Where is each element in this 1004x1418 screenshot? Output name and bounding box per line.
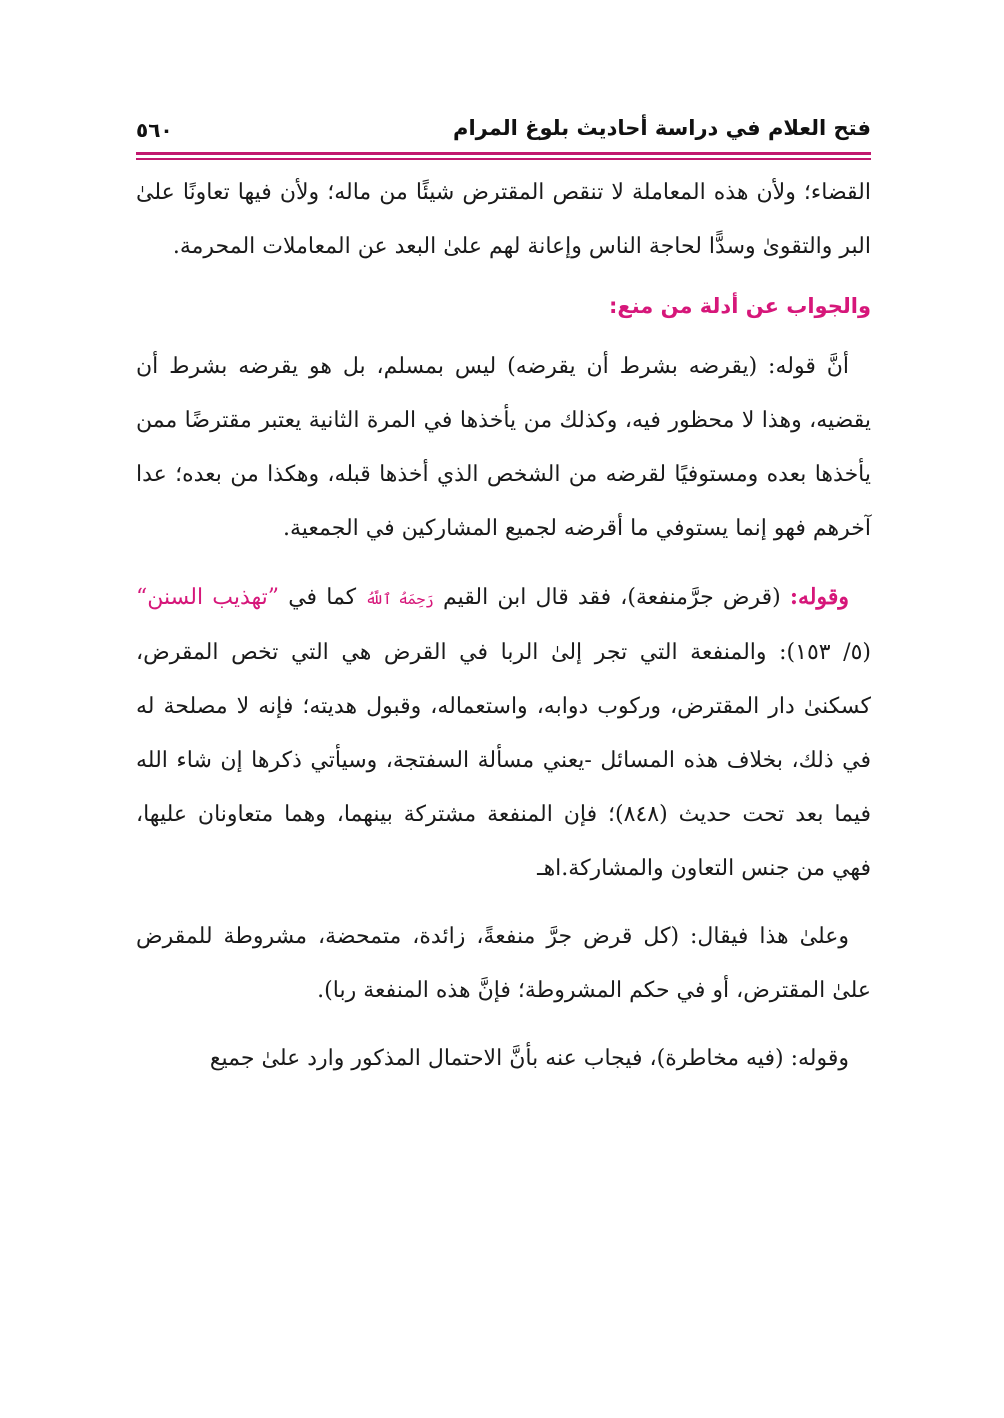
section-heading: والجواب عن أدلة من منع: [608,294,871,318]
paragraph-3-part-b: كما في [279,585,366,610]
header-rule-thin [136,158,871,160]
paragraph-3-part-a: (قرض جرَّمنفعة)، فقد قال ابن القيم [433,585,790,610]
paragraph-4-text: وعلىٰ هذا فيقال: (كل قرض جرَّ منفعةً، زائدة، متمحضة، مشروطة للمقرض علىٰ المقترض، أو في حكم المشروطة؛ فإنَّ هذه المنفعة ربا). [136,924,871,1003]
book-reference: ”تهذيب السنن“ [136,585,280,610]
paragraph-2 [136,340,871,556]
header-rule-thick [136,152,871,155]
paragraph-1: القضاء؛ ولأن هذه المعاملة لا تنقص المقترض شيئًا من ماله؛ ولأن فيها تعاونًا علىٰ البر والتقوىٰ وسدًّا لحاجة الناس وإعانة لهم علىٰ البعد عن المعاملات المحرمة. [136,180,871,259]
paragraph-3-part-c: (٥/ ١٥٣): والمنفعة التي تجر إلىٰ الربا في القرض هي التي تخص المقرض، كسكنىٰ دار المقترض، وركوب دوابه، واستعماله، وقبول هديته؛ فإنه لا مصلحة له في ذلك، بخلاف هذه المسائل -يعني مسألة السفتجة، وسيأتي ذكرها إن شاء الله فيما بعد تحت حديث (٨٤٨)؛ فإن المنفعة مشتركة بينهما، وهما متعاونان عليها، فهي من جنس التعاون والمشاركة.اهـ [136,640,872,881]
paragraph-3 [136,570,871,896]
honorific-glyph: رَحِمَهُ ٱللَّهُ [365,590,434,608]
paragraph-4 [136,910,871,1018]
paragraph-5 [136,1032,871,1086]
page-header [136,112,871,152]
book-title: فتح العلام في دراسة أحاديث بلوغ المرام [453,116,871,140]
paragraph-5-text: وقوله: (فيه مخاطرة)، فيجاب عنه بأنَّ الاحتمال المذكور وارد علىٰ جميع [209,1046,849,1071]
paragraph-3-lead: وقوله: [789,584,849,610]
page-number: ٥٦٠ [136,118,173,142]
page-body [136,166,871,1086]
paragraph-2-text: أنَّ قوله: (يقرضه بشرط أن يقرضه) ليس بمسلم، بل هو يقرضه بشرط أن يقضيه، وهذا لا محظور فيه، وكذلك من يأخذها في المرة الثانية يعتبر مقترضًا ممن يأخذها بعده ومستوفيًا لقرضه من الشخص الذي أخذها قبله، وهكذا من بعده؛ عدا آخرهم فهو إنما يستوفي ما أقرضه لجميع المشاركين في الجمعية. [136,354,871,541]
